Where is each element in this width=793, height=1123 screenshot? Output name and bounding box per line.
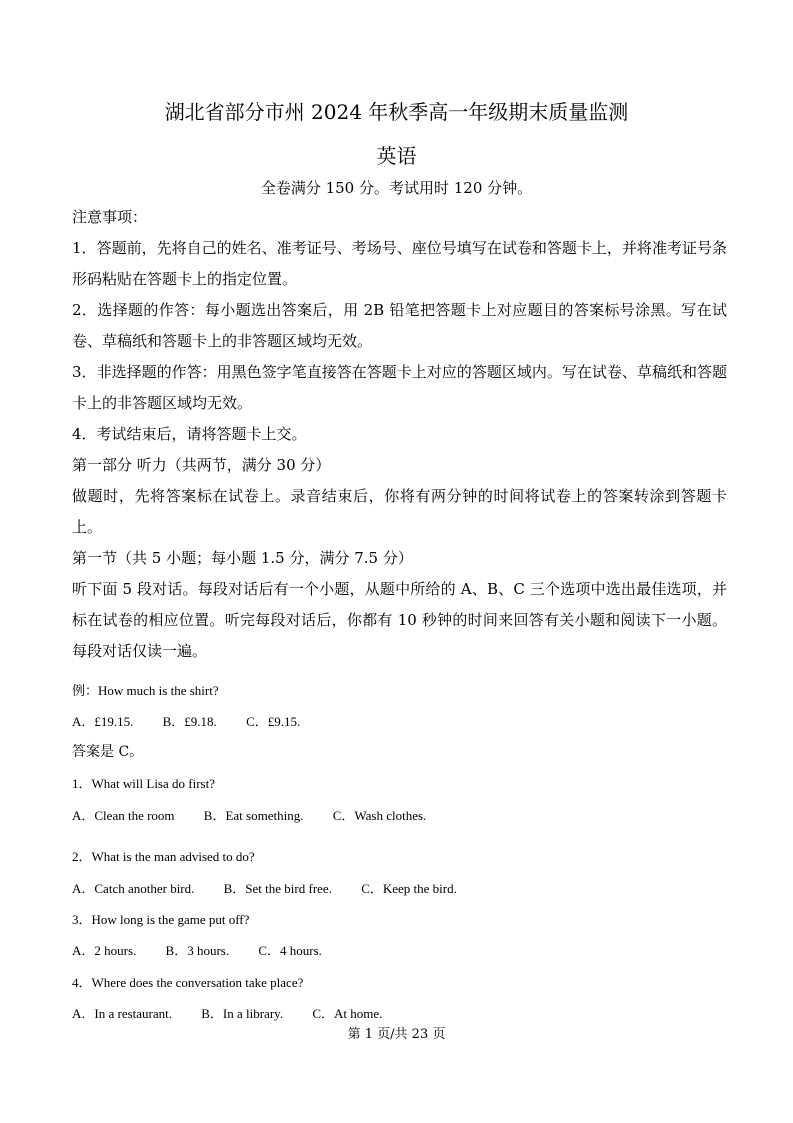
notice-block (72, 202, 727, 667)
option-c: C．At home. (312, 1006, 383, 1021)
option-c: C．£9.15. (246, 714, 301, 729)
notice-item: 1．答题前，先将自己的姓名、准考证号、考场号、座位号填写在试卷和答题卡上，并将准考证号条形码粘贴在答题卡上的指定位置。 (72, 239, 727, 288)
option-c: C．Wash clothes. (332, 808, 427, 823)
subject-title: 英语 (376, 144, 417, 168)
page-number: 第 1 页/共 23 页 (347, 1027, 446, 1042)
question-2: 2．What is the man advised to do? (72, 849, 255, 864)
score-line: 全卷满分 150 分。考试用时 120 分钟。 (260, 179, 533, 197)
option-c: C．Keep the bird. (361, 881, 457, 896)
question-1: 1．What will Lisa do first? (72, 776, 215, 791)
option-a: A．£19.15. (72, 714, 134, 729)
page-title: 湖北省部分市州 2024 年秋季高一年级期末质量监测 (164, 100, 629, 124)
option-b: B．In a library. (201, 1006, 284, 1021)
example-options (72, 711, 300, 730)
question-2-options (72, 878, 457, 897)
option-a: A．2 hours. (72, 943, 137, 958)
question-3: 3．How long is the game put off? (72, 912, 250, 927)
option-a: A．Clean the room (72, 808, 175, 823)
notice-heading: 注意事项： (72, 208, 148, 226)
option-b: B．Set the bird free. (223, 881, 332, 896)
question-4: 4．Where does the conversation take place? (72, 975, 304, 990)
option-c: C．4 hours. (258, 943, 322, 958)
question-1-options (72, 805, 426, 824)
example-question: 例：How much is the shirt? (72, 683, 219, 698)
option-b: B．£9.18. (162, 714, 217, 729)
notice-item: 2．选择题的作答：每小题选出答案后，用 2B 铅笔把答题卡上对应题目的答案标号涂黑。写在试卷、草稿纸和答题卡上的非答题区域均无效。 (72, 301, 727, 350)
section1-instruction: 听下面 5 段对话。每段对话后有一个小题，从题中所给的 A、B、C 三个选项中选出最佳选项，并标在试卷的相应位置。听完每段对话后，你都有 10 秒钟的时间来回答有关小题和阅读下一小题。每段对话仅读一遍。 (72, 580, 727, 660)
notice-item: 4．考试结束后，请将答题卡上交。 (72, 425, 307, 443)
part1-instruction: 做题时，先将答案标在试卷上。录音结束后，你将有两分钟的时间将试卷上的答案转涂到答题卡上。 (72, 487, 727, 536)
option-b: B．Eat something. (203, 808, 304, 823)
option-b: B．3 hours. (165, 943, 230, 958)
option-a: A．In a restaurant. (72, 1006, 172, 1021)
question-3-options (72, 940, 322, 959)
option-a: A．Catch another bird. (72, 881, 195, 896)
example-answer: 答案是 C。 (72, 744, 144, 760)
question-4-options (72, 1003, 382, 1022)
part1-heading: 第一部分 听力（共两节，满分 30 分） (72, 456, 331, 474)
notice-item: 3．非选择题的作答：用黑色签字笔直接答在答题卡上对应的答题区域内。写在试卷、草稿纸和答题卡上的非答题区域均无效。 (72, 363, 727, 412)
section1-heading: 第一节（共 5 小题；每小题 1.5 分，满分 7.5 分） (72, 549, 413, 567)
